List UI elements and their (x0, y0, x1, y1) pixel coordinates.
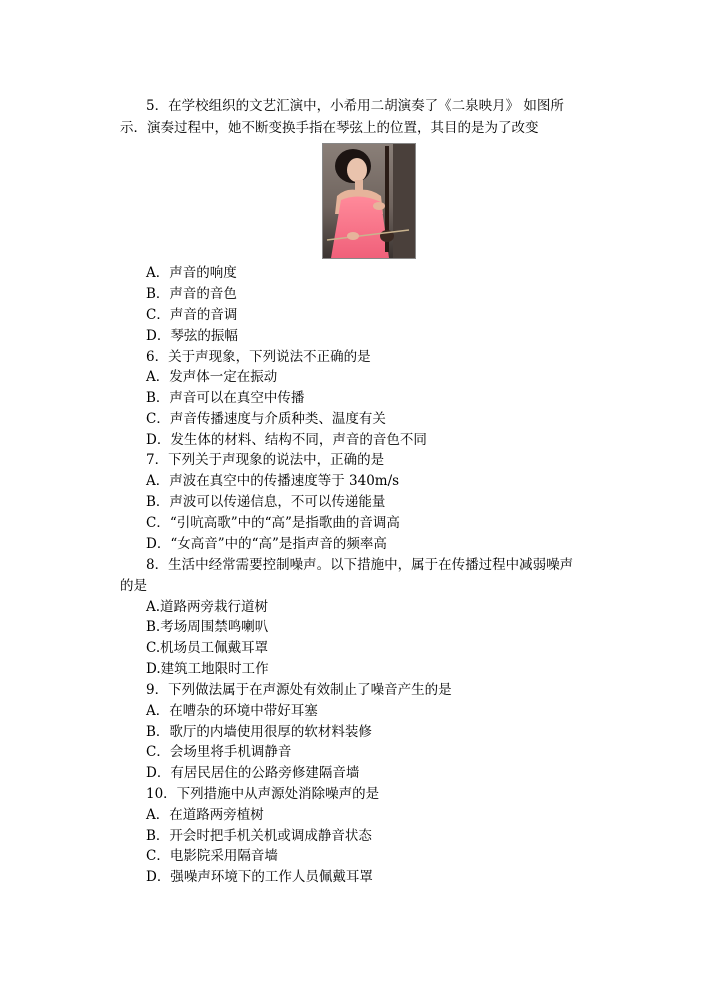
q6-option-b: B．声音可以在真空中传播 (146, 390, 305, 406)
q9-option-a: A．在嘈杂的环境中带好耳塞 (146, 703, 318, 719)
q8-option-d: D.建筑工地限时工作 (146, 661, 269, 677)
q9-option-d: D．有居民居住的公路旁修建隔音墙 (146, 765, 360, 781)
q7-option-a: A．声波在真空中的传播速度等于 340m/s (146, 473, 400, 489)
q8-stem-line1: 8．生活中经常需要控制噪声。以下措施中，属于在传播过程中减弱噪声 (146, 557, 574, 573)
q8-option-b: B.考场周围禁鸣喇叭 (146, 619, 269, 635)
q8-option-c: C.机场员工佩戴耳罩 (146, 640, 269, 656)
q6-stem: 6．关于声现象，下列说法不正确的是 (146, 349, 371, 365)
q10-option-a: A．在道路两旁植树 (146, 807, 264, 823)
q5-option-a: A．声音的响度 (146, 265, 237, 281)
q9-stem: 9．下列做法属于在声源处有效制止了噪音产生的是 (146, 682, 452, 698)
q5-option-c: C．声音的音调 (146, 307, 238, 323)
q10-option-c: C．电影院采用隔音墙 (146, 848, 278, 864)
q7-option-d: D．“女高音”中的“高”是指声音的频率高 (146, 536, 387, 552)
q9-option-c: C．会场里将手机调静音 (146, 744, 292, 760)
q9-option-b: B．歌厅的内墙使用很厚的软材料装修 (146, 724, 372, 740)
q8-option-a: A.道路两旁栽行道树 (146, 599, 269, 615)
q6-option-c: C．声音传播速度与介质种类、温度有关 (146, 411, 386, 427)
q10-stem: 10．下列措施中从声源处消除噪声的是 (146, 786, 380, 802)
q5-stem-line2: 示．演奏过程中，她不断变换手指在琴弦上的位置，其目的是为了改变 (120, 120, 539, 136)
q8-stem-line2: 的是 (120, 578, 147, 594)
q5-option-b: B．声音的音色 (146, 286, 237, 302)
q10-option-b: B．开会时把手机关机或调成静音状态 (146, 828, 372, 844)
q5-stem-line1: 5．在学校组织的文艺汇演中，小希用二胡演奏了《二泉映月》 如图所 (146, 98, 564, 114)
q10-option-d: D．强噪声环境下的工作人员佩戴耳罩 (146, 869, 373, 885)
q7-stem: 7．下列关于声现象的说法中，正确的是 (146, 452, 385, 468)
q7-option-c: C．“引吭高歌”中的“高”是指歌曲的音调高 (146, 515, 400, 531)
erhu-player-photo (322, 143, 416, 259)
q6-option-a: A．发声体一定在振动 (146, 369, 278, 385)
q6-option-d: D．发生体的材料、结构不同，声音的音色不同 (146, 432, 427, 448)
q7-option-b: B．声波可以传递信息，不可以传递能量 (146, 494, 386, 510)
q5-option-d: D．琴弦的振幅 (146, 328, 238, 344)
